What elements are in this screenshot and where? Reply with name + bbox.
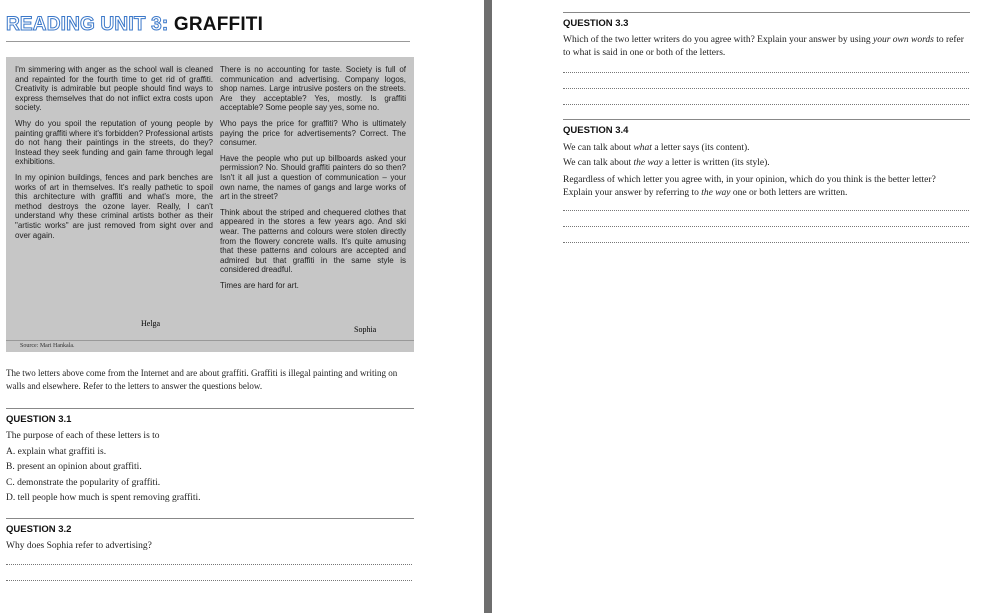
answer-line[interactable]: [6, 564, 412, 565]
intro-text: The two letters above come from the Internet and are about graffiti. Graffiti is illegal painting and writing on walls and elsewhere. Refer to the letters to answer the questions below.: [6, 368, 398, 391]
unit-title: [6, 14, 263, 36]
letter-paragraph: I'm simmering with anger as the school wall is cleaned and repainted for the fourth time to get rid of graffiti. Creativity is admirable but people should find ways to express themselves that do not inflict extra costs upon society.: [15, 65, 213, 113]
question-3-2-prompt: Why does Sophia refer to advertising?: [6, 541, 152, 551]
letter-helga: [15, 65, 213, 246]
q34-line4-em: the way: [701, 188, 731, 198]
answer-line[interactable]: [563, 226, 969, 227]
option-a[interactable]: A. explain what graffiti is.: [6, 446, 107, 457]
letter-paragraph: Why do you spoil the reputation of young people by painting graffiti where it's forbidden? Professional artists do not hang their paintings in the streets, do they? Instead they seek funding and gain fame through legal exhibitions.: [15, 118, 213, 167]
question-3-1-heading: QUESTION 3.1: [6, 414, 72, 425]
question-3-4-heading: QUESTION 3.4: [563, 125, 629, 136]
q34-line2-a: We can talk about: [563, 158, 634, 168]
q34-line1-b: a letter says (its content).: [651, 143, 750, 153]
title-underline: [6, 41, 410, 42]
question-3-3-heading: QUESTION 3.3: [563, 18, 629, 29]
unit-topic: GRAFFITI: [173, 14, 264, 35]
left-page: [0, 0, 484, 613]
q34-line2-em: the way: [633, 158, 663, 168]
right-page: [492, 0, 981, 613]
answer-line[interactable]: [563, 242, 969, 243]
q34-line4-a: Explain your answer by referring to: [563, 188, 702, 198]
question-3-2-heading: QUESTION 3.2: [6, 524, 72, 535]
signature-sophia: Sophia: [354, 325, 377, 334]
page-divider: [484, 0, 492, 613]
q34-line1-a: We can talk about: [563, 143, 634, 153]
answer-line[interactable]: [6, 580, 412, 581]
answer-line[interactable]: [563, 72, 969, 73]
option-d[interactable]: D. tell people how much is spent removing graffiti.: [6, 493, 201, 504]
question-3-3-prompt: [563, 34, 968, 60]
answer-line[interactable]: [563, 210, 969, 211]
option-c[interactable]: C. demonstrate the popularity of graffiti.: [6, 477, 161, 488]
letter-sophia: [220, 65, 406, 296]
question-3-4-body: [563, 141, 968, 200]
q34-line-3: Regardless of which letter you agree with, in your opinion, which do you think is the better letter?: [563, 175, 936, 185]
q34-line1-em: what: [633, 143, 652, 153]
q34-line-2: [563, 156, 968, 171]
q33-prompt-em: your own words: [872, 35, 934, 45]
q34-line2-b: a letter is written (its style).: [662, 158, 770, 168]
section-rule: [563, 12, 970, 13]
question-3-1-prompt: The purpose of each of these letters is to: [6, 431, 160, 441]
unit-label: READING UNIT 3:: [6, 14, 169, 35]
question-3-1-body: [6, 429, 416, 507]
letter-paragraph: There is no accounting for taste. Society is full of communication and advertising. Company logos, shop names. Large intrusive posters on the streets. Are they acceptable? Yes, mostly. Is graffiti acceptable? Some people say yes, some no.: [220, 65, 406, 113]
q33-prompt-b: to refer to what is said in one or both of the letters.: [563, 35, 964, 58]
letters-panel: [6, 57, 414, 340]
section-rule: [6, 518, 414, 519]
letter-paragraph: Times are hard for art.: [220, 280, 299, 290]
q34-line-4: [563, 187, 968, 200]
section-rule: [6, 408, 414, 409]
q34-line-1: [563, 141, 968, 156]
letter-paragraph: Who pays the price for graffiti? Who is ultimately paying the price for advertisements? Correct. The consumer.: [220, 118, 406, 148]
section-rule: [563, 119, 970, 120]
answer-line[interactable]: [563, 104, 969, 105]
letter-paragraph: Think about the striped and chequered clothes that appeared in the stores a few years ago. And ski wear. The patterns and colours were stolen directly from the flowery concrete walls. It's quite amusing that these patterns and colours are accepted and admired but that graffiti in the same style is considered dreadful.: [220, 207, 406, 275]
q33-prompt-a: Which of the two letter writers do you agree with? Explain your answer by using: [563, 35, 873, 45]
answer-line[interactable]: [563, 88, 969, 89]
source-credit: [6, 340, 414, 352]
option-b[interactable]: B. present an opinion about graffiti.: [6, 462, 142, 473]
letter-paragraph: In my opinion buildings, fences and park benches are works of art in themselves. It's really pathetic to spoil this architecture with graffiti and what's more, the method destroys the ozone layer. Really, I can't understand why these criminal artists bother as their "artistic works" are just removed from sight over and over again.: [15, 172, 213, 240]
signature-helga: Helga: [141, 319, 161, 328]
letter-paragraph: Have the people who put up billboards asked your permission? No. Should graffiti painters do so then? Isn't it all just a question of communication – your own name, the names of gangs and large works of art in the street?: [220, 153, 406, 202]
source-text: Source: Mari Hankala.: [20, 343, 75, 349]
q34-line4-b: one or both letters are written.: [730, 188, 848, 198]
